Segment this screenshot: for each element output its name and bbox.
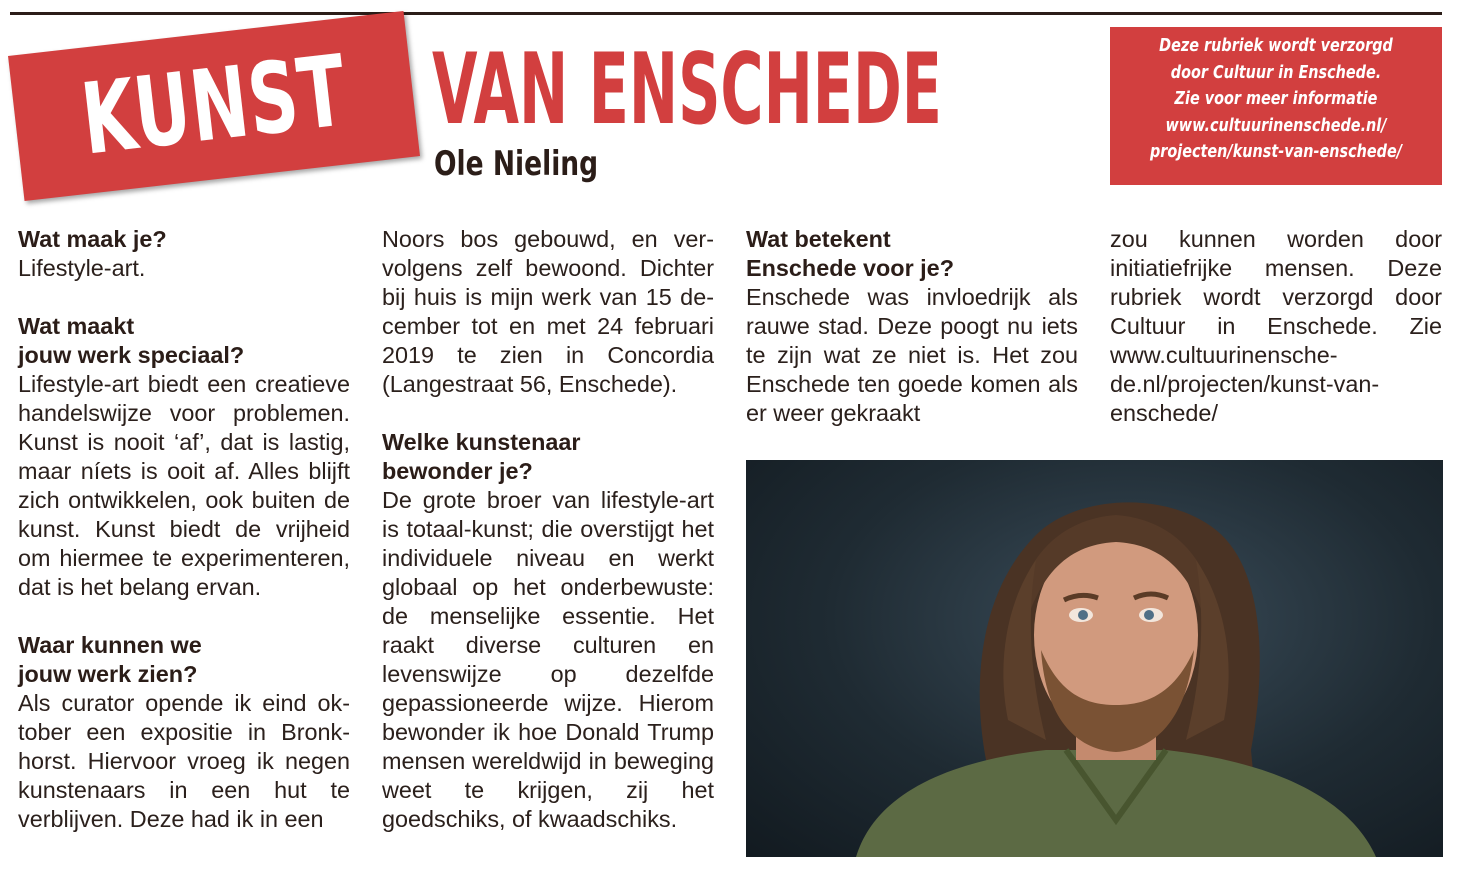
answer-text: De grote broer van lifestyle-art is totaal-kunst; die overstijgt het individuele niveau en werkt globaal op het onderbewuste: de menselijke essentie. Het raakt diverse culturen en levenswijze op dezelfde gepassioneerde wijze. Hierom bewonder ik hoe Donald Trump mensen wereldwijd in beweging weet te krijgen, zij het goedschiks, of kwaadschiks. bbox=[382, 487, 714, 832]
question-line: Enschede voor je? bbox=[746, 255, 954, 281]
info-line: Deze rubriek wordt verzorgd bbox=[1159, 35, 1393, 56]
info-line: door Cultuur in Enschede. bbox=[1170, 61, 1382, 83]
question-line: Wat maak je? bbox=[18, 226, 167, 252]
answer-text-continued: zou kunnen worden door initiatiefrijke mensen. Deze rubriek wordt verzorgd door Cultuur in Enschede. Zie www.cultuurinenschede.nl/projecten/kunst-vanenschede/ bbox=[1110, 226, 1442, 426]
answer-text: Lifestyle-art. bbox=[18, 255, 146, 281]
question-line: jouw werk speciaal? bbox=[18, 342, 245, 368]
answer-text-continued: Noors bos gebouwd, en vervolgens zelf bewoond. Dichter bij huis is mijn werk van 15 december tot en met 24 februari 2019 te zien in Concordia (Langestraat 56, Enschede). bbox=[382, 226, 714, 397]
question-line: Wat betekent bbox=[746, 226, 891, 252]
kunst-banner bbox=[8, 11, 420, 201]
question-line: bewonder je? bbox=[382, 458, 533, 484]
question-heading bbox=[382, 428, 714, 486]
info-line: Zie voor meer informatie bbox=[1174, 88, 1378, 109]
column-1 bbox=[18, 225, 350, 834]
question-heading bbox=[18, 631, 350, 689]
portrait-illustration bbox=[746, 460, 1443, 857]
top-rule bbox=[10, 12, 1442, 15]
question-heading bbox=[746, 225, 1078, 283]
info-box bbox=[1110, 27, 1442, 185]
author-name: Ole Nieling bbox=[434, 144, 599, 184]
question-line: Waar kunnen we bbox=[18, 632, 202, 658]
kunst-banner-text: KUNST bbox=[76, 34, 352, 178]
question-line: Welke kunstenaar bbox=[382, 429, 581, 455]
question-heading bbox=[18, 225, 350, 254]
column-3 bbox=[746, 225, 1078, 428]
question-heading bbox=[18, 312, 350, 370]
page-title: VAN ENSCHEDE bbox=[432, 33, 942, 147]
question-line: Wat maakt bbox=[18, 313, 135, 339]
column-4 bbox=[1110, 225, 1442, 428]
portrait-photo bbox=[746, 460, 1443, 857]
question-line: jouw werk zien? bbox=[18, 661, 198, 687]
answer-text: Enschede was invloedrijk als rauwe stad. Deze poogt nu iets te zijn wat ze niet is. Het zou Enschede ten goede komen als er weer gekraakt bbox=[746, 284, 1078, 426]
info-line: www.cultuurinenschede.nl/ bbox=[1165, 114, 1387, 136]
answer-text: Als curator opende ik eind oktober een expositie in Bronkhorst. Hiervoor vroeg ik negen kunstenaars in een hut te verblijven. Deze had ik in een bbox=[18, 690, 350, 832]
info-line: projecten/kunst-van-enschede/ bbox=[1149, 141, 1403, 162]
column-2 bbox=[382, 225, 714, 834]
answer-text: Lifestyle-art biedt een creatieve handelswijze voor problemen. Kunst is nooit ‘af’, dat is lastig, maar níets is ooit af. Alles blijft zich ontwikkelen, ook buiten de kunst. Kunst biedt de vrijheid om hiermee te experimenteren, dat is het belang ervan. bbox=[18, 371, 350, 600]
